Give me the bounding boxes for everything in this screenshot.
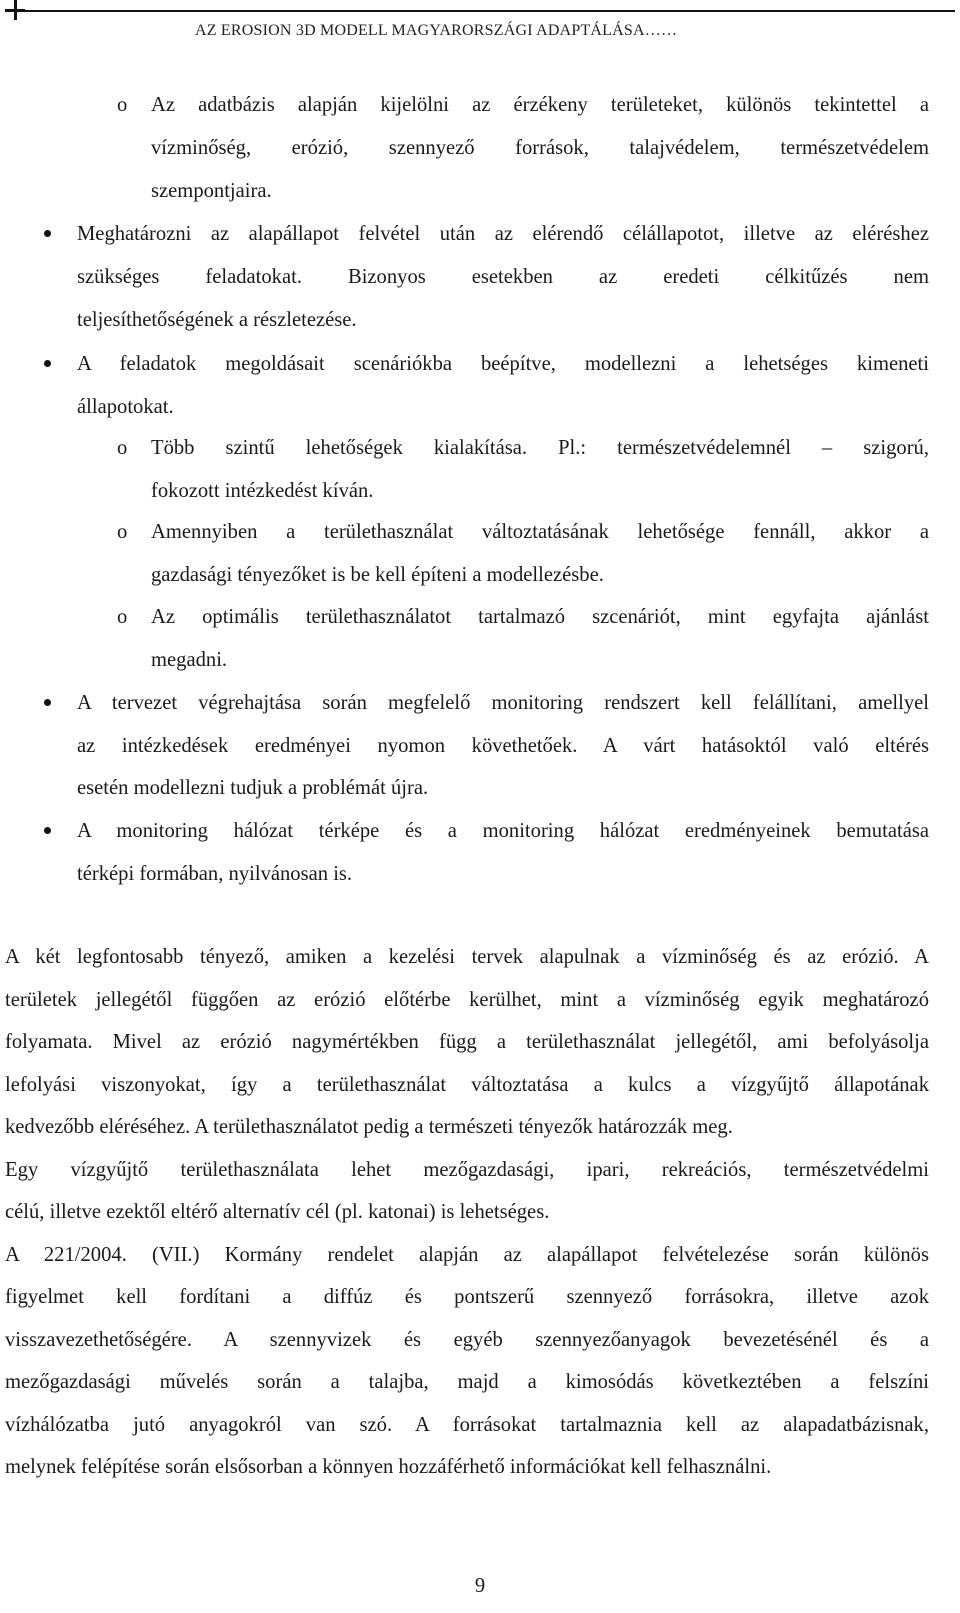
paragraph-line: figyelmet kell fordítani a diffúz és pontszerű szennyező forrásokra, illetve azok	[5, 1286, 929, 1308]
list-item-line: szükséges feladatokat. Bizonyos esetekben az eredeti célkitűzés nem	[77, 266, 929, 288]
running-header: AZ EROSION 3D MODELL MAGYARORSZÁGI ADAPTÁLÁSA……	[195, 22, 678, 39]
paragraph-line: vízhálózatba jutó anyagokról van szó. A forrásokat tartalmaznia kell az alapadatbázisnak,	[5, 1414, 929, 1436]
sub-bullet-marker: o	[117, 94, 128, 116]
paragraph-line: célú, illetve ezektől eltérő alternatív cél (pl. katonai) is lehetséges.	[5, 1201, 550, 1223]
bullet-icon	[44, 827, 51, 834]
sub-bullet-marker: o	[117, 437, 128, 459]
bullet-icon	[44, 699, 51, 706]
sub-bullet-marker: o	[117, 606, 128, 628]
list-item-line: térképi formában, nyilvánosan is.	[77, 863, 353, 885]
paragraph-line: A két legfontosabb tényező, amiken a kezelési tervek alapulnak a vízminőség és az erózió. A	[5, 946, 929, 968]
list-item-line: A feladatok megoldásait scenáriókba beépítve, modellezni a lehetséges kimeneti	[77, 353, 929, 375]
bullet-icon	[44, 230, 51, 237]
list-item-line: szempontjaira.	[151, 180, 272, 202]
bullet-icon	[44, 360, 51, 367]
list-item-line: Több szintű lehetőségek kialakítása. Pl.: természetvédelemnél – szigorú,	[151, 437, 929, 459]
list-item-line: Az adatbázis alapján kijelölni az érzékeny területeket, különös tekintettel a	[151, 94, 929, 116]
paragraph-line: lefolyási viszonyokat, így a területhasználat változtatása a kulcs a vízgyűjtő állapotának	[5, 1074, 929, 1096]
paragraph-line: területek jellegétől függően az erózió előtérbe kerülhet, mint a vízminőség egyik meghatározó	[5, 989, 929, 1011]
paragraph-line: A 221/2004. (VII.) Kormány rendelet alapján az alapállapot felvételezése során különös	[5, 1244, 929, 1266]
list-item-line: A tervezet végrehajtása során megfelelő monitoring rendszert kell felállítani, amellyel	[77, 692, 929, 714]
list-item-line: Meghatározni az alapállapot felvétel után az elérendő célállapotot, illetve az eléréshez	[77, 223, 929, 245]
list-item-line: Amennyiben a területhasználat változtatásának lehetősége fennáll, akkor a	[151, 521, 929, 543]
paragraph-line: folyamata. Mivel az erózió nagymértékben függ a területhasználat jellegétől, ami befolyásolja	[5, 1031, 929, 1053]
list-item-line: Az optimális területhasználatot tartalmazó szcenáriót, mint egyfajta ajánlást	[151, 606, 929, 628]
list-item-line: állapotokat.	[77, 396, 174, 418]
paragraph-line: kedvezőbb eléréséhez. A területhasználatot pedig a természeti tényezők határozzák meg.	[5, 1116, 733, 1138]
list-item-line: megadni.	[151, 649, 228, 671]
paragraph-line: Egy vízgyűjtő területhasználata lehet mezőgazdasági, ipari, rekreációs, természetvédelmi	[5, 1159, 929, 1181]
list-item-line: esetén modellezni tudjuk a problémát újra.	[77, 777, 429, 799]
page-number: 9	[474, 1575, 486, 1597]
sub-bullet-marker: o	[117, 521, 128, 543]
list-item-line: vízminőség, erózió, szennyező források, talajvédelem, természetvédelem	[151, 137, 929, 159]
list-item-line: gazdasági tényezőket is be kell építeni a modellezésbe.	[151, 564, 604, 586]
paragraph-line: melynek felépítése során elsősorban a könnyen hozzáférhető információkat kell felhasználni.	[5, 1456, 772, 1478]
list-item-line: az intézkedések eredményei nyomon követhetőek. A várt hatásoktól való eltérés	[77, 735, 929, 757]
list-item-line: A monitoring hálózat térképe és a monitoring hálózat eredményeinek bemutatása	[77, 820, 929, 842]
paragraph-line: mezőgazdasági művelés során a talajba, majd a kimosódás következtében a felszíni	[5, 1371, 929, 1393]
list-item-line: fokozott intézkedést kíván.	[151, 480, 374, 502]
paragraph-line: visszavezethetőségére. A szennyvizek és egyéb szennyezőanyagok bevezetésénél és a	[5, 1329, 929, 1351]
list-item-line: teljesíthetőségének a részletezése.	[77, 309, 357, 331]
header-rule	[5, 10, 955, 12]
